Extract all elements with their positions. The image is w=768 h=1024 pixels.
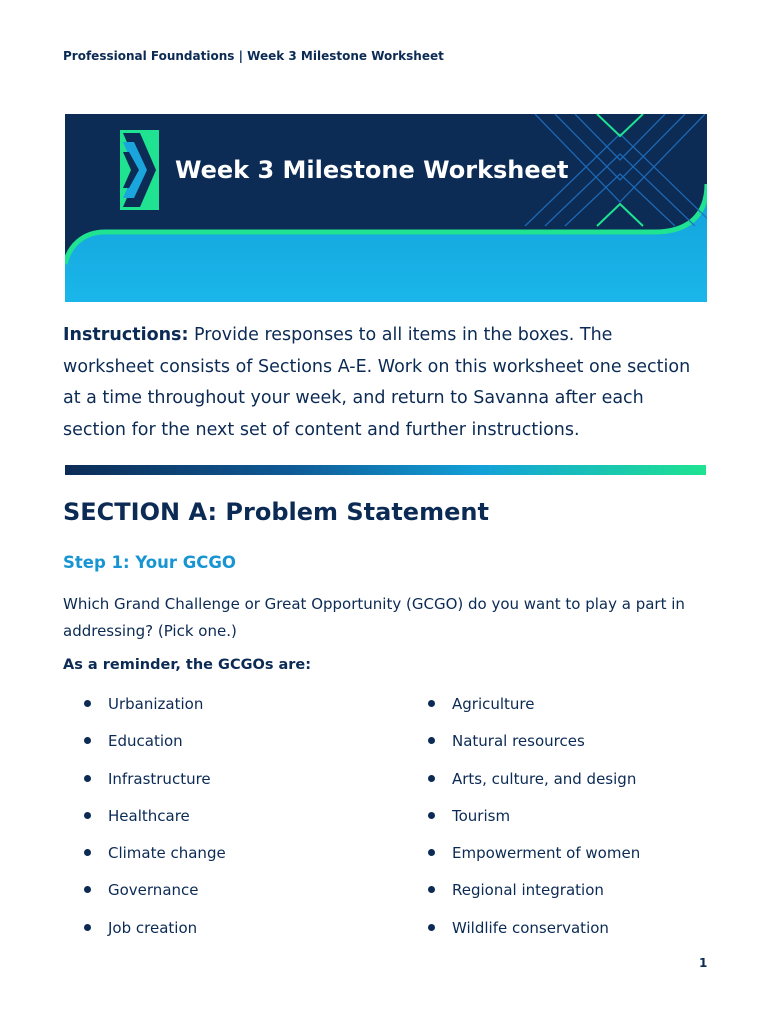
list-item	[428, 842, 640, 879]
list-item	[84, 805, 226, 842]
gcgo-reminder: As a reminder, the GCGOs are:	[63, 657, 312, 673]
list-item	[428, 768, 640, 805]
bullet-icon	[84, 886, 91, 893]
list-item-label: Governance	[108, 881, 199, 900]
bullet-icon	[84, 775, 91, 782]
list-item	[84, 879, 226, 916]
list-item-label: Healthcare	[108, 806, 190, 825]
instructions-text: Provide responses to all items in the boxes. The worksheet consists of Sections A-E. Work on this worksheet one section at a time throughout your week, and return to Savanna after each section for the next set of content and further instructions.	[63, 325, 691, 440]
title-banner	[65, 114, 707, 302]
list-item-label: Tourism	[452, 806, 511, 825]
bullet-icon	[428, 924, 435, 931]
page-number: 1	[699, 956, 708, 970]
gcgo-list-right	[428, 693, 640, 954]
list-item	[428, 693, 640, 730]
bullet-icon	[428, 775, 435, 782]
chevron-logo-icon	[120, 130, 159, 210]
list-item	[428, 879, 640, 916]
bullet-icon	[428, 812, 435, 819]
list-item	[84, 842, 226, 879]
bullet-icon	[84, 812, 91, 819]
list-item-label: Wildlife conservation	[452, 918, 609, 937]
list-item	[84, 730, 226, 767]
bullet-icon	[428, 737, 435, 744]
list-item	[428, 730, 640, 767]
running-header: Professional Foundations | Week 3 Milestone Worksheet	[63, 49, 444, 63]
list-item-label: Regional integration	[452, 881, 604, 900]
list-item	[84, 693, 226, 730]
section-title: SECTION A: Problem Statement	[63, 498, 489, 526]
bullet-icon	[84, 849, 91, 856]
list-item-label: Infrastructure	[108, 769, 211, 788]
list-item-label: Natural resources	[452, 732, 585, 751]
list-item-label: Empowerment of women	[452, 844, 641, 863]
list-item	[428, 917, 640, 954]
instructions-paragraph	[63, 320, 708, 446]
bullet-icon	[428, 700, 435, 707]
list-item-label: Job creation	[108, 918, 198, 937]
bullet-icon	[428, 886, 435, 893]
gcgo-question: Which Grand Challenge or Great Opportunity (GCGO) do you want to play a part in addressing? (Pick one.)	[63, 595, 685, 640]
gcgo-list-left	[84, 693, 226, 954]
list-item	[84, 768, 226, 805]
banner-graphic	[65, 114, 707, 302]
bullet-icon	[84, 700, 91, 707]
bullet-icon	[84, 737, 91, 744]
list-item-label: Arts, culture, and design	[452, 769, 637, 788]
gradient-divider	[65, 465, 706, 475]
bullet-icon	[84, 924, 91, 931]
list-item	[84, 917, 226, 954]
list-item	[428, 805, 640, 842]
banner-title: Week 3 Milestone Worksheet	[175, 156, 569, 184]
bullet-icon	[428, 849, 435, 856]
instructions-label: Instructions:	[63, 325, 189, 345]
list-item-label: Urbanization	[108, 695, 204, 713]
step-title: Step 1: Your GCGO	[63, 553, 236, 572]
list-item-label: Agriculture	[452, 695, 535, 713]
list-item-label: Education	[108, 732, 183, 751]
list-item-label: Climate change	[108, 844, 226, 863]
